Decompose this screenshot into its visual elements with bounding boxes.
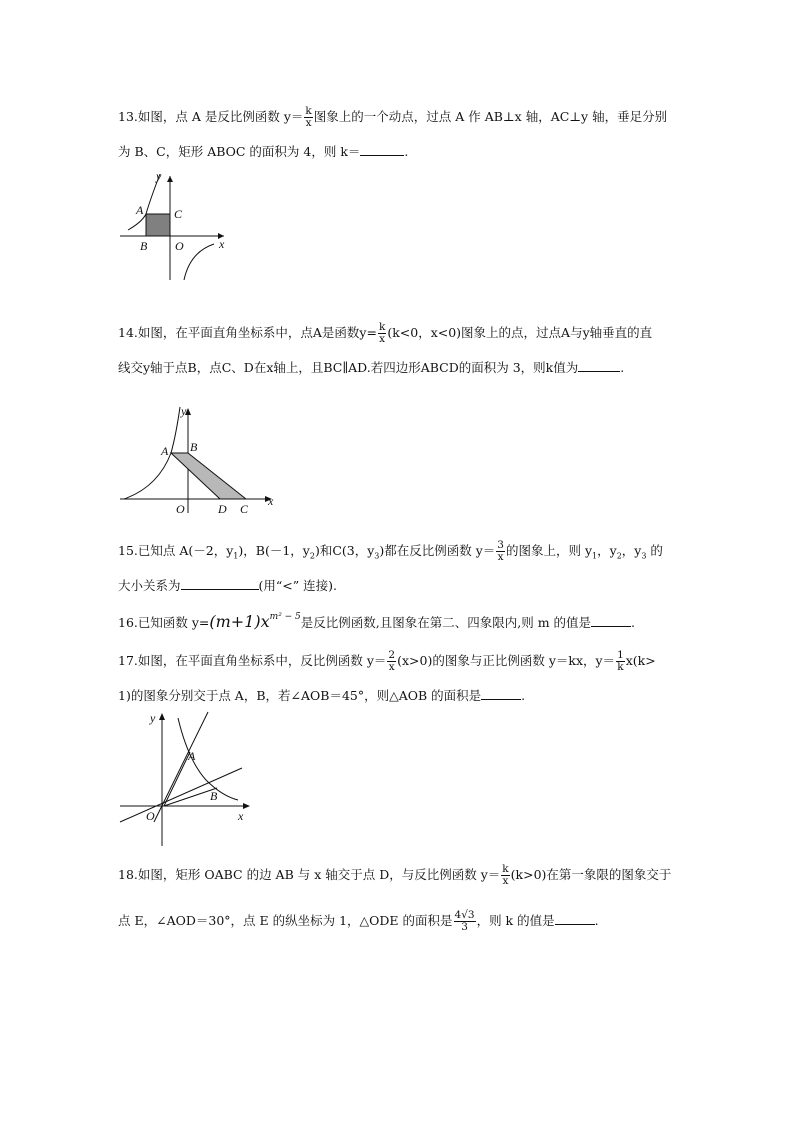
p14-answer-blank[interactable] — [578, 359, 620, 372]
p16-math-exponent: m² − 5 — [269, 612, 301, 622]
svg-text:C: C — [174, 207, 183, 221]
p14-line1: 14.如图，在平面直角坐标系中，点A是函数y= $\frac{k}{x}$ (k<0，x<0)图象上的点，过点A与y轴垂直的直 — [118, 321, 653, 345]
p14-line2: 线交y轴于点B，点C、D在x轴上，且BC∥AD.若四边形ABCD的面积为 3，则k值为 . — [118, 360, 625, 375]
svg-text:C: C — [240, 502, 249, 516]
p14-fraction: $\frac{k}{x}$ — [378, 321, 386, 345]
p18-fraction: $\frac{k}{x}$ — [502, 863, 509, 887]
svg-text:y: y — [150, 711, 156, 725]
p18-line1: 18.如图，矩形 OABC 的边 AB 与 x 轴交于点 D，与反比例函数 y＝ $\frac{k}{x}$ (k>0)在第一象限的图象交于 — [118, 863, 672, 887]
svg-text:D: D — [218, 502, 227, 516]
svg-text:y: y — [181, 404, 187, 418]
svg-text:O: O — [176, 502, 185, 516]
p17-line2: 1)的图象分别交于点 A，B，若∠AOB＝45°，则△AOB 的面积是 . — [118, 688, 526, 703]
p13-text-b: 图象上的一个动点，过点 A 作 AB⊥x 轴，AC⊥y 轴，垂足分别 — [313, 109, 668, 124]
svg-text:A: A — [188, 749, 196, 763]
p18-fraction-area: $\frac{4√3}{3}$ — [454, 909, 475, 933]
svg-text:O: O — [146, 809, 155, 823]
svg-text:x: x — [268, 494, 274, 508]
p13-text-a: 13.如图，点 A 是反比例函数 y＝ — [118, 109, 304, 124]
svg-text:B: B — [190, 440, 198, 454]
p13-line2: 为 B、C，矩形 ABOC 的面积为 4，则 k＝ . — [118, 144, 409, 159]
p16-math-base: (m+1)x — [209, 612, 270, 632]
p14-figure — [118, 405, 278, 515]
p15-answer-blank[interactable] — [181, 577, 259, 590]
p15-line2: 大小关系为 (用“<” 连接). — [118, 578, 337, 593]
p16-answer-blank[interactable] — [591, 614, 631, 627]
svg-text:x: x — [219, 237, 225, 251]
p13-shaded-rectangle — [146, 214, 170, 236]
p13-fraction: $\frac{k}{x}$ — [305, 105, 312, 129]
svg-text:x: x — [238, 809, 244, 823]
p17-answer-blank[interactable] — [481, 687, 521, 700]
svg-text:A: A — [161, 444, 169, 458]
p18-line2: 点 E，∠AOD＝30°，点 E 的纵坐标为 1，△ODE 的面积是 $\frac{4√3}{3}$ ，则 k 的值是 . — [118, 909, 599, 933]
svg-text:y: y — [156, 169, 162, 183]
p15-line1: 15.已知点 A(－2，$y_1$)，B(－1，$y_2$)和C(3，$y_3$)都在反比例函数 y＝ $\frac{3}{x}$ 的图象上，则 $y_1$，$y_2$，$y_3$ 的 — [118, 539, 663, 563]
p17-figure — [118, 710, 258, 850]
p17-line1: 17.如图，在平面直角坐标系中，反比例函数 y＝ $\frac{2}{x}$ (x>0)的图象与正比例函数 y＝kx，y＝ $\frac{1}{k}$ x(k> — [118, 649, 656, 673]
p16-line: 16.已知函数 $y=(m+1)x^{m^2 - 5}$是反比例函数,且图象在第二、四象限内,则 m 的值是 . — [118, 612, 636, 632]
p17-fraction-1: $\frac{2}{x}$ — [388, 649, 396, 673]
p13-answer-blank[interactable] — [360, 143, 404, 156]
p15-fraction: $\frac{3}{x}$ — [497, 539, 504, 563]
svg-text:O: O — [175, 239, 184, 253]
svg-text:B: B — [140, 239, 148, 253]
p18-answer-blank[interactable] — [555, 912, 595, 925]
svg-text:A: A — [136, 203, 144, 217]
p14-shaded-quadrilateral — [171, 453, 246, 499]
p13-line1 — [118, 106, 667, 129]
p13-figure — [118, 169, 228, 282]
svg-text:B: B — [210, 789, 218, 803]
p17-fraction-2: $\frac{1}{k}$ — [617, 649, 624, 673]
